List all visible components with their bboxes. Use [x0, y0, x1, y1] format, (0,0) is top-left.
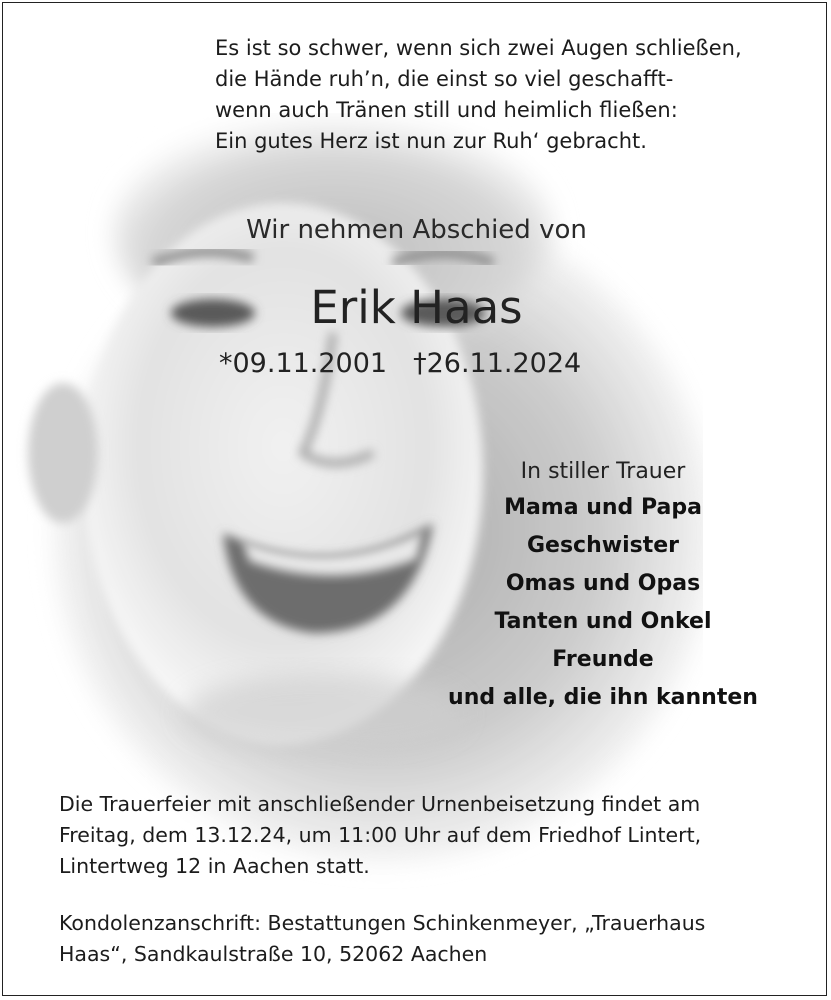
poem-line: wenn auch Tränen still und heimlich fließen: [215, 98, 678, 122]
mourner-line: und alle, die ihn kannten [448, 685, 758, 710]
memorial-poem [215, 33, 742, 157]
deceased-name-text: Erik Haas [310, 281, 523, 334]
death-date: †26.11.2024 [413, 348, 582, 379]
condolence-address [59, 908, 705, 970]
condolence-line: Kondolenzanschrift: Bestattungen Schinkenmeyer, „Trauerhaus [59, 911, 706, 935]
poem-line: Ein gutes Herz ist nun zur Ruh‘ gebracht. [215, 129, 647, 153]
farewell-heading [3, 215, 827, 245]
obituary-card [2, 2, 827, 996]
farewell-text: Wir nehmen Abschied von [246, 215, 587, 245]
condolence-line: Haas“, Sandkaulstraße 10, 52062 Aachen [59, 942, 488, 966]
mourner-line: Omas und Opas [505, 571, 701, 596]
mourner-line: Tanten und Onkel [494, 609, 712, 634]
poem-line: die Hände ruh’n, die einst so viel geschafft- [215, 67, 674, 91]
service-line: Die Trauerfeier mit anschließender Urnenbeisetzung findet am [59, 792, 701, 816]
birth-date: *09.11.2001 [219, 348, 388, 379]
service-line: Freitag, dem 13.12.24, um 11:00 Uhr auf dem Friedhof Lintert, [59, 823, 702, 847]
mourners-block [423, 455, 783, 717]
funeral-service-info [59, 789, 701, 882]
mourners-intro: In stiller Trauer [520, 459, 686, 484]
poem-line: Es ist so schwer, wenn sich zwei Augen schließen, [215, 36, 742, 60]
deceased-name [3, 281, 827, 334]
service-line: Lintertweg 12 in Aachen statt. [59, 854, 370, 878]
mourner-line: Freunde [552, 647, 654, 672]
mourner-line: Mama und Papa [504, 495, 702, 520]
life-dates [219, 348, 581, 379]
mourner-line: Geschwister [526, 533, 680, 558]
